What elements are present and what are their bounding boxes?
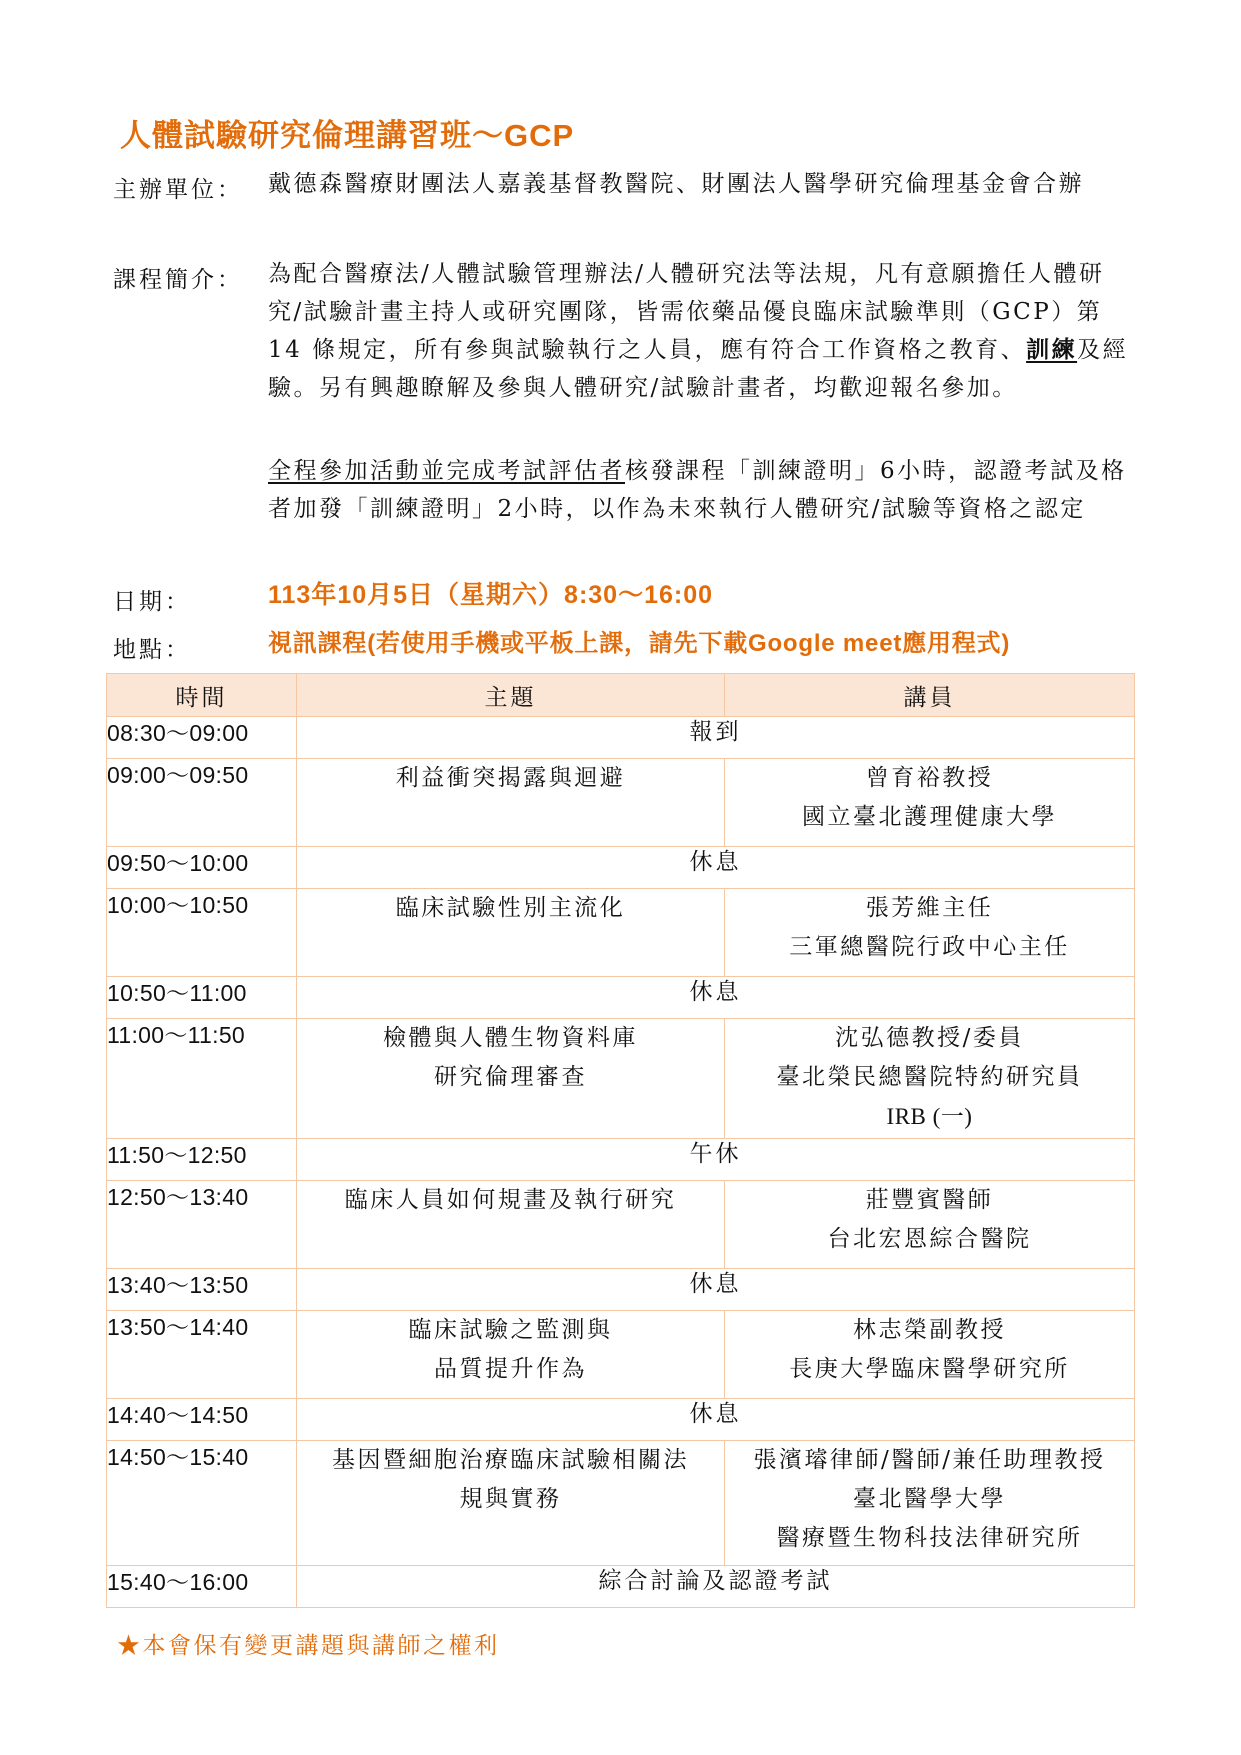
topic-line: 臨床人員如何規畫及執行研究 (344, 1187, 677, 1213)
table-row (107, 1019, 1135, 1139)
time-cell: 12:50～13:40 (107, 1181, 297, 1269)
location-label: 地點： (113, 637, 191, 663)
intro-text-b: 及經驗。另有興趣瞭解及參與人體研究/試驗計畫者，均歡迎報名參加。 (268, 337, 1129, 401)
time-cell: 11:00～11:50 (107, 1019, 297, 1139)
topic-line: 臨床試驗性別主流化 (395, 895, 626, 921)
session-span-cell: 休息 (297, 1399, 1135, 1441)
topic-line: 規與實務 (459, 1486, 562, 1512)
intro-label: 課程簡介： (113, 267, 243, 293)
intro-text-c: 核發課程「訓練證明」6小時，認證考試及格者加發「訓練證明」2小時，以作為未來執行人體研究/試驗等資格之認定 (268, 458, 1127, 522)
session-span-cell: 休息 (297, 977, 1135, 1019)
topic-cell (297, 889, 725, 977)
speaker-line: 臺北醫學大學 (853, 1486, 1006, 1512)
header-topic: 主題 (297, 674, 725, 717)
speaker-cell (725, 759, 1135, 847)
intro-underline: 全程參加活動並完成考試評估者 (268, 458, 625, 484)
table-row (107, 889, 1135, 977)
speaker-cell (725, 889, 1135, 977)
table-row (107, 1311, 1135, 1399)
table-row (107, 1139, 1135, 1181)
session-span-cell: 報到 (297, 717, 1135, 759)
speaker-line: 林志榮副教授 (853, 1317, 1006, 1343)
speaker-line: 臺北榮民總醫院特約研究員 (776, 1064, 1083, 1090)
table-row (107, 1399, 1135, 1441)
schedule-table (106, 673, 1135, 1608)
speaker-line: 醫療暨生物科技法律研究所 (776, 1525, 1083, 1551)
speaker-line: 三軍總醫院行政中心主任 (789, 934, 1070, 960)
time-cell: 10:00～10:50 (107, 889, 297, 977)
topic-line: 品質提升作為 (434, 1356, 587, 1382)
topic-cell (297, 1181, 725, 1269)
speaker-line: 莊豐賓醫師 (865, 1187, 994, 1213)
page-title: 人體試驗研究倫理講習班～GCP (120, 118, 575, 153)
footer-note: ★本會保有變更講題與講師之權利 (117, 1633, 500, 1659)
topic-cell (297, 759, 725, 847)
session-span-cell: 休息 (297, 1269, 1135, 1311)
speaker-line: 國立臺北護理健康大學 (802, 804, 1057, 830)
time-cell: 09:50～10:00 (107, 847, 297, 889)
topic-line: 檢體與人體生物資料庫 (383, 1025, 638, 1051)
time-cell: 10:50～11:00 (107, 977, 297, 1019)
topic-line: 利益衝突揭露與迴避 (395, 765, 626, 791)
time-cell: 15:40～16:00 (107, 1566, 297, 1608)
intro-paragraph-2 (268, 453, 1130, 528)
topic-cell (297, 1019, 725, 1139)
time-cell: 14:50～15:40 (107, 1441, 297, 1566)
table-row (107, 1566, 1135, 1608)
topic-line: 基因暨細胞治療臨床試驗相關法 (332, 1447, 689, 1473)
table-row (107, 1441, 1135, 1566)
speaker-cell (725, 1441, 1135, 1566)
header-time: 時間 (107, 674, 297, 717)
organizer-text: 戴德森醫療財團法人嘉義基督教醫院、財團法人醫學研究倫理基金會合辦 (268, 171, 1084, 197)
time-cell: 08:30～09:00 (107, 717, 297, 759)
topic-line: 臨床試驗之監測與 (408, 1317, 613, 1343)
table-row (107, 847, 1135, 889)
time-cell: 13:50～14:40 (107, 1311, 297, 1399)
organizer-label: 主辦單位： (113, 177, 243, 203)
intro-paragraph-1 (268, 256, 1130, 407)
speaker-line: 沈弘德教授/委員 (835, 1025, 1024, 1051)
speaker-line: 長庚大學臨床醫學研究所 (789, 1356, 1070, 1382)
speaker-line: 張濱璿律師/醫師/兼任助理教授 (753, 1447, 1106, 1473)
speaker-cell (725, 1019, 1135, 1139)
location-value: 視訊課程(若使用手機或平板上課，請先下載Google meet應用程式) (268, 630, 1011, 657)
time-cell: 11:50～12:50 (107, 1139, 297, 1181)
topic-line: 研究倫理審查 (434, 1064, 587, 1090)
table-row (107, 1269, 1135, 1311)
session-span-cell: 午休 (297, 1139, 1135, 1181)
time-cell: 13:40～13:50 (107, 1269, 297, 1311)
session-span-cell: 綜合討論及認證考試 (297, 1566, 1135, 1608)
speaker-line: 曾育裕教授 (865, 765, 994, 791)
intro-text-a: 為配合醫療法/人體試驗管理辦法/人體研究法等法規，凡有意願擔任人體研究/試驗計畫主持人或研究團隊，皆需依藥品優良臨床試驗準則（GCP）第 14 條規定，所有參與試驗執行之人員，應有符合工作資格之教育、 (268, 261, 1105, 363)
time-cell: 14:40～14:50 (107, 1399, 297, 1441)
topic-cell (297, 1441, 725, 1566)
session-span-cell: 休息 (297, 847, 1135, 889)
speaker-line: 張芳維主任 (865, 895, 994, 921)
table-row (107, 1181, 1135, 1269)
date-label: 日期： (113, 589, 191, 615)
table-row (107, 759, 1135, 847)
speaker-cell (725, 1181, 1135, 1269)
intro-bold-training: 訓練 (1026, 336, 1078, 363)
time-cell: 09:00～09:50 (107, 759, 297, 847)
date-value: 113年10月5日（星期六）8:30～16:00 (268, 581, 714, 609)
header-speaker: 講員 (725, 674, 1135, 717)
speaker-line: 台北宏恩綜合醫院 (827, 1226, 1032, 1252)
table-row (107, 717, 1135, 759)
table-row (107, 977, 1135, 1019)
topic-cell (297, 1311, 725, 1399)
speaker-line: IRB (一) (886, 1104, 973, 1129)
speaker-cell (725, 1311, 1135, 1399)
